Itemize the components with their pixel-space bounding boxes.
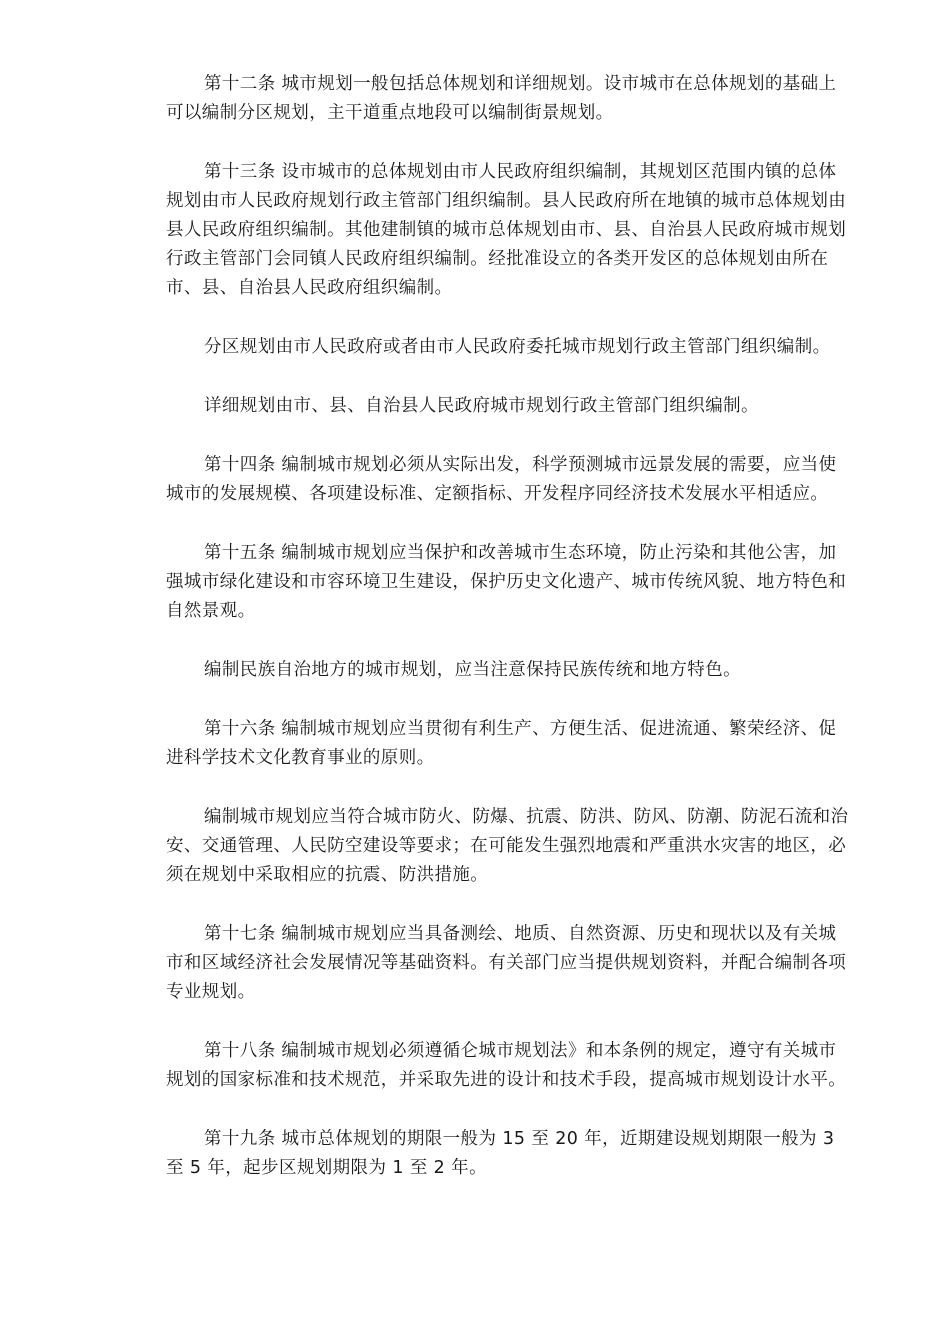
paragraph-article-19: 第十九条 城市总体规划的期限一般为 15 至 20 年，近期建设规划期限一般为 3 至 5 年，起步区规划期限为 1 至 2 年。: [166, 1129, 835, 1178]
paragraph-article-12: 第十二条 城市规划一般包括总体规划和详细规划。设市城市在总体规划的基础上可以编制分区规划，主干道重点地段可以编制街景规划。: [166, 74, 837, 123]
paragraph-detailed-planning: 详细规划由市、县、自治县人民政府城市规划行政主管部门组织编制。: [204, 396, 759, 416]
paragraph-article-13: 第十三条 设市城市的总体规划由市人民政府组织编制，其规划区范围内镇的总体规划由市人民政府规划行政主管部门组织编制。县人民政府所在地镇的城市总体规划由县人民政府组织编制。其他建制镇的城市总体规划由市、县、自治县人民政府城市规划行政主管部门会同镇人民政府组织编制。经批准设立的各类开发区的总体规划由所在市、县、自治县人民政府组织编制。: [166, 162, 847, 298]
paragraph-article-18: 第十八条 编制城市规划必须遵循仑城市规划法》和本条例的规定，遵守有关城市规划的国家标准和技术规范，并采取先进的设计和技术手段，提高城市规划设计水平。: [166, 1041, 847, 1090]
document-body: [166, 70, 850, 1213]
paragraph-ethnic-autonomous: 编制民族自治地方的城市规划，应当注意保持民族传统和地方特色。: [204, 660, 741, 680]
paragraph-article-17: 第十七条 编制城市规划应当具备测绘、地质、自然资源、历史和现状以及有关城市和区域经济社会发展情况等基础资料。有关部门应当提供规划资料，并配合编制各项专业规划。: [166, 924, 847, 1002]
paragraph-district-planning: 分区规划由市人民政府或者由市人民政府委托城市规划行政主管部门组织编制。: [204, 337, 831, 357]
paragraph-article-16: 第十六条 编制城市规划应当贯彻有利生产、方便生活、促进流通、繁荣经济、促进科学技术文化教育事业的原则。: [166, 719, 837, 768]
paragraph-article-14: 第十四条 编制城市规划必须从实际出发，科学预测城市远景发展的需要，应当使城市的发展规模、各项建设标准、定额指标、开发程序同经济技术发展水平相适应。: [166, 455, 837, 504]
paragraph-article-15: 第十五条 编制城市规划应当保护和改善城市生态环境，防止污染和其他公害，加强城市绿化建设和市容环境卫生建设，保护历史文化遗产、城市传统风貌、地方特色和自然景观。: [166, 543, 847, 621]
paragraph-disaster-prevention: 编制城市规划应当符合城市防火、防爆、抗震、防洪、防风、防潮、防泥石流和治安、交通管理、人民防空建设等要求；在可能发生强烈地震和严重洪水灾害的地区，必须在规划中采取相应的抗震、防洪措施。: [166, 807, 849, 885]
